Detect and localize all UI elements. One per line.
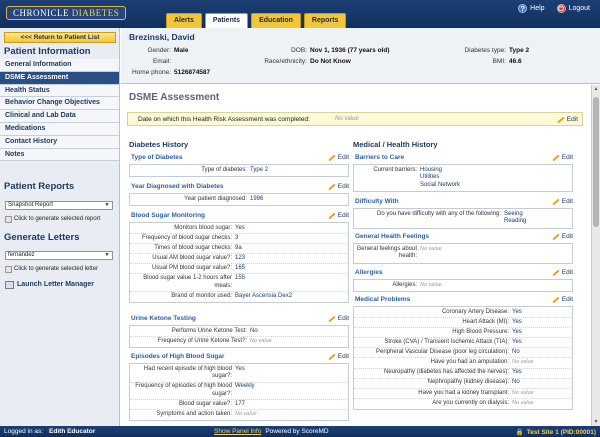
field-value: No value (512, 399, 534, 406)
field-value: Seeing Reading (504, 210, 527, 225)
field-value: 3 (235, 234, 239, 241)
field-label: Type of diabetes: (201, 166, 247, 173)
field-row (130, 365, 348, 383)
section-high-blood-sugar (129, 351, 349, 421)
scroll-down-icon[interactable]: ▼ (593, 419, 599, 425)
pencil-icon (328, 212, 336, 219)
section-urine-ketone (129, 313, 349, 348)
patient-nav (0, 59, 119, 161)
logout-icon: ⏻ (558, 6, 564, 13)
scroll-thumb[interactable] (593, 97, 599, 227)
field-value: 177 (235, 400, 246, 407)
logged-in-info: Logged in as: Edith Educator (4, 428, 96, 435)
pencil-icon (552, 296, 560, 303)
field-row (354, 308, 572, 318)
field-label: Are you currently on dialysis: (432, 399, 509, 406)
patient-summary (121, 28, 600, 84)
letter-icon (5, 266, 12, 273)
field-row (130, 224, 348, 234)
field-label: Current barriers: (373, 166, 417, 173)
patient-diabetes-type: Diabetes type: Type 2 (464, 47, 530, 54)
field-label: Symptoms and action taken: (156, 411, 232, 418)
nav-contact-history[interactable]: Contact History (0, 136, 119, 149)
section-title: Year Diagnosed with Diabetes (131, 183, 224, 190)
field-label: General feelings about health: (356, 245, 417, 260)
field-label: Usual AM blood sugar value?: (152, 255, 232, 262)
nav-medications[interactable]: Medications (0, 123, 119, 136)
launch-letter-manager-link[interactable]: Launch Letter Manager (5, 279, 117, 291)
field-row (130, 264, 348, 274)
hra-date-value: No value (335, 116, 359, 122)
chevron-down-icon: ▼ (104, 252, 110, 258)
field-row (130, 383, 348, 401)
section-type-of-diabetes (129, 152, 349, 177)
patient-home-phone: Home phone: 5126874587 (131, 69, 211, 76)
field-value: Yes (512, 339, 522, 346)
field-value: No (512, 379, 520, 386)
section-edit-button[interactable]: Edit (328, 353, 349, 360)
section-title: Urine Ketone Testing (131, 315, 196, 322)
diabetes-history-heading: Diabetes History (129, 140, 189, 149)
pencil-icon (552, 154, 560, 161)
field-row (130, 234, 348, 244)
field-row (130, 337, 348, 346)
hra-date-row (127, 112, 583, 126)
field-label: Coronary Artery Disease: (441, 308, 509, 315)
tab-reports[interactable]: Reports (304, 13, 346, 28)
field-label: Have you had a kidney transplant: (418, 389, 509, 396)
field-value: Yes (512, 308, 522, 315)
pencil-icon (328, 353, 336, 360)
section-edit-button[interactable]: Edit (552, 296, 573, 303)
help-icon: ? (518, 4, 527, 13)
field-value: 155 (235, 275, 246, 282)
sidebar (0, 28, 120, 426)
field-value: No value (420, 245, 442, 252)
field-label: Nephropathy (kidney disease): (427, 379, 509, 386)
dsme-content (121, 85, 591, 426)
field-row (354, 358, 572, 368)
pencil-icon (552, 198, 560, 205)
field-value: No value (250, 337, 272, 344)
patient-email: Email: (152, 58, 171, 65)
patient-info-heading: Patient Information (4, 46, 91, 57)
section-allergies (353, 267, 573, 292)
nav-dsme-assessment[interactable]: DSME Assessment (0, 72, 119, 85)
field-row (130, 274, 348, 292)
field-row (130, 400, 348, 410)
letter-manager-icon (5, 281, 14, 289)
field-row (354, 399, 572, 408)
field-value: Yes (235, 365, 245, 372)
field-row (354, 318, 572, 328)
generate-letters-heading: Generate Letters (4, 232, 80, 243)
pencil-icon (552, 233, 560, 240)
section-title: Allergies (355, 269, 383, 276)
field-value: No value (512, 359, 534, 366)
field-row (354, 379, 572, 389)
field-value: Type 2 (250, 166, 269, 173)
field-label: Year patient diagnosed: (184, 195, 247, 202)
field-label: Neuropathy (diabetes has affected the nerves): (384, 369, 509, 376)
section-title: Blood Sugar Monitoring (131, 212, 206, 219)
field-row (354, 166, 572, 190)
field-label: Had recent episode of high blood sugar?: (143, 365, 232, 380)
field-label: Frequency of Urine Ketone Test?: (157, 337, 247, 344)
field-value: No value (235, 411, 257, 418)
section-general-health (353, 231, 573, 264)
field-value: Yes (512, 328, 522, 335)
tab-education[interactable]: Education (251, 13, 301, 28)
letter-select[interactable]: fernandez ▼ (5, 251, 113, 260)
field-value: Yes (512, 318, 522, 325)
field-label: Usual PM blood sugar value?: (151, 265, 232, 272)
section-edit-button[interactable]: Edit (552, 233, 573, 240)
field-row (354, 389, 572, 399)
hra-date-label: Date on which this Health Risk Assessment was completed: (138, 116, 310, 123)
field-label: Have you had an amputation: (430, 359, 509, 366)
nav-health-status[interactable]: Health Status (0, 85, 119, 98)
report-select[interactable]: Snapshot Report ▼ (5, 201, 113, 210)
section-title: Type of Diabetes (131, 154, 183, 161)
logout-link[interactable]: ⏻ Logout (558, 5, 590, 13)
section-year-diagnosed (129, 181, 349, 206)
pencil-icon (328, 154, 336, 161)
help-link[interactable]: ? Help (518, 4, 544, 13)
nav-behavior-change-objectives[interactable]: Behavior Change Objectives (0, 97, 119, 110)
section-edit-button[interactable]: Edit (328, 212, 349, 219)
lock-icon: 🔒 (515, 429, 524, 436)
section-medical-problems (353, 294, 573, 410)
field-label: Frequency of episodes of high blood sugar?: (135, 383, 232, 397)
field-label: Frequency of blood sugar checks: (141, 234, 232, 241)
field-row (354, 281, 572, 290)
report-icon (5, 216, 12, 223)
show-panel-info-link[interactable]: Show Panel Info (214, 428, 262, 435)
medical-history-heading: Medical / Health History (353, 140, 438, 149)
field-label: Do you have difficulty with any of the following: (377, 210, 501, 217)
section-blood-sugar (129, 210, 349, 303)
field-value: No value (420, 281, 442, 288)
field-label: Blood sugar value?: (178, 400, 232, 407)
field-label: Allergies: (392, 281, 417, 288)
app-logo: CHRONICLE DIABETES (6, 6, 126, 20)
generate-letter-link[interactable]: Click to generate selected letter (5, 264, 117, 274)
section-title: Episodes of High Blood Sugar (131, 353, 225, 360)
generate-report-link[interactable]: Click to generate selected report (5, 214, 117, 224)
section-barriers (353, 152, 573, 192)
field-row (354, 210, 572, 227)
powered-by-text: Powered by ScoreMD (265, 428, 329, 435)
field-value: 123 (235, 255, 246, 262)
main-tabs (166, 13, 346, 28)
field-value: 9a (235, 244, 242, 251)
field-value: Yes (512, 369, 522, 376)
section-edit-button[interactable]: Edit (328, 183, 349, 190)
field-label: Brand of monitor used: (171, 292, 232, 299)
field-label: Peripheral Vascular Disease (poor leg circulation): (376, 349, 509, 356)
pencil-icon (328, 315, 336, 322)
field-row (130, 254, 348, 264)
patient-race: Race/ethnicity: Do Not Know (264, 58, 351, 65)
scroll-up-icon[interactable]: ▲ (593, 86, 599, 92)
patient-dob: DOB: Nov 1, 1936 (77 years old) (291, 47, 390, 54)
field-label: Times of blood sugar checks: (154, 244, 232, 251)
footer (0, 426, 600, 437)
field-value: Weekly (235, 383, 255, 390)
section-edit-button[interactable]: Edit (328, 154, 349, 161)
field-row (130, 195, 348, 204)
field-value: Bayer Ascensia Dex2 (235, 292, 293, 299)
field-label: High Blood Pressure: (452, 328, 509, 335)
section-edit-button[interactable]: Edit (552, 154, 573, 161)
section-title: Difficulty With (355, 198, 399, 205)
page-title: DSME Assessment (129, 92, 220, 103)
chevron-down-icon: ▼ (104, 202, 110, 208)
section-edit-button[interactable]: Edit (328, 315, 349, 322)
section-title: General Health Feelings (355, 233, 430, 240)
patient-gender: Gender: Male (147, 47, 189, 54)
pencil-icon (552, 269, 560, 276)
field-label: Stroke (CVA) / Transient Ischemic Attack (TIA): (384, 339, 509, 346)
section-title: Medical Problems (355, 296, 411, 303)
field-label: Blood sugar value 1-2 hours after meals: (143, 275, 232, 289)
field-value: Housing Utilities Social Network (420, 166, 461, 188)
field-value: Yes (235, 224, 245, 231)
field-row (130, 410, 348, 419)
patient-bmi: BMI: 46.6 (492, 58, 522, 65)
field-label: Monitors blood sugar: (174, 224, 232, 231)
section-title: Barriers to Care (355, 154, 405, 161)
section-edit-button[interactable]: Edit (552, 269, 573, 276)
nav-clinical-lab-data[interactable]: Clinical and Lab Data (0, 110, 119, 123)
tab-patients[interactable]: Patients (205, 13, 248, 28)
field-value: 165 (235, 265, 246, 272)
site-info: 🔒 Test Site 1 (PID:00001) (515, 428, 596, 436)
field-row (354, 328, 572, 338)
section-edit-button[interactable]: Edit (552, 198, 573, 205)
return-to-patient-list-button[interactable]: <<< Return to Patient List (4, 32, 116, 43)
pencil-icon (328, 183, 336, 190)
field-row (354, 338, 572, 348)
field-value: No value (512, 389, 534, 396)
nav-general-information[interactable]: General Information (0, 59, 119, 72)
top-bar (0, 0, 600, 28)
pencil-icon (557, 116, 565, 123)
field-row (130, 244, 348, 254)
section-difficulty (353, 196, 573, 229)
field-label: Heart Attack (MI): (462, 318, 509, 325)
field-row (130, 292, 348, 301)
field-row (354, 369, 572, 379)
patient-name: Brezinski, David (129, 32, 195, 42)
field-value: No (512, 349, 520, 356)
field-row (354, 245, 572, 262)
field-row (130, 166, 348, 175)
field-row (130, 327, 348, 337)
field-value: No (250, 327, 258, 334)
tab-alerts[interactable]: Alerts (166, 13, 202, 28)
field-value: 1996 (250, 195, 264, 202)
hra-edit-button[interactable]: Edit (557, 116, 578, 123)
patient-reports-heading: Patient Reports (4, 181, 75, 192)
nav-notes[interactable]: Notes (0, 149, 119, 162)
content-scrollbar[interactable] (591, 85, 600, 426)
field-label: Performs Urine Ketone Test: (171, 327, 247, 334)
field-row (354, 348, 572, 358)
